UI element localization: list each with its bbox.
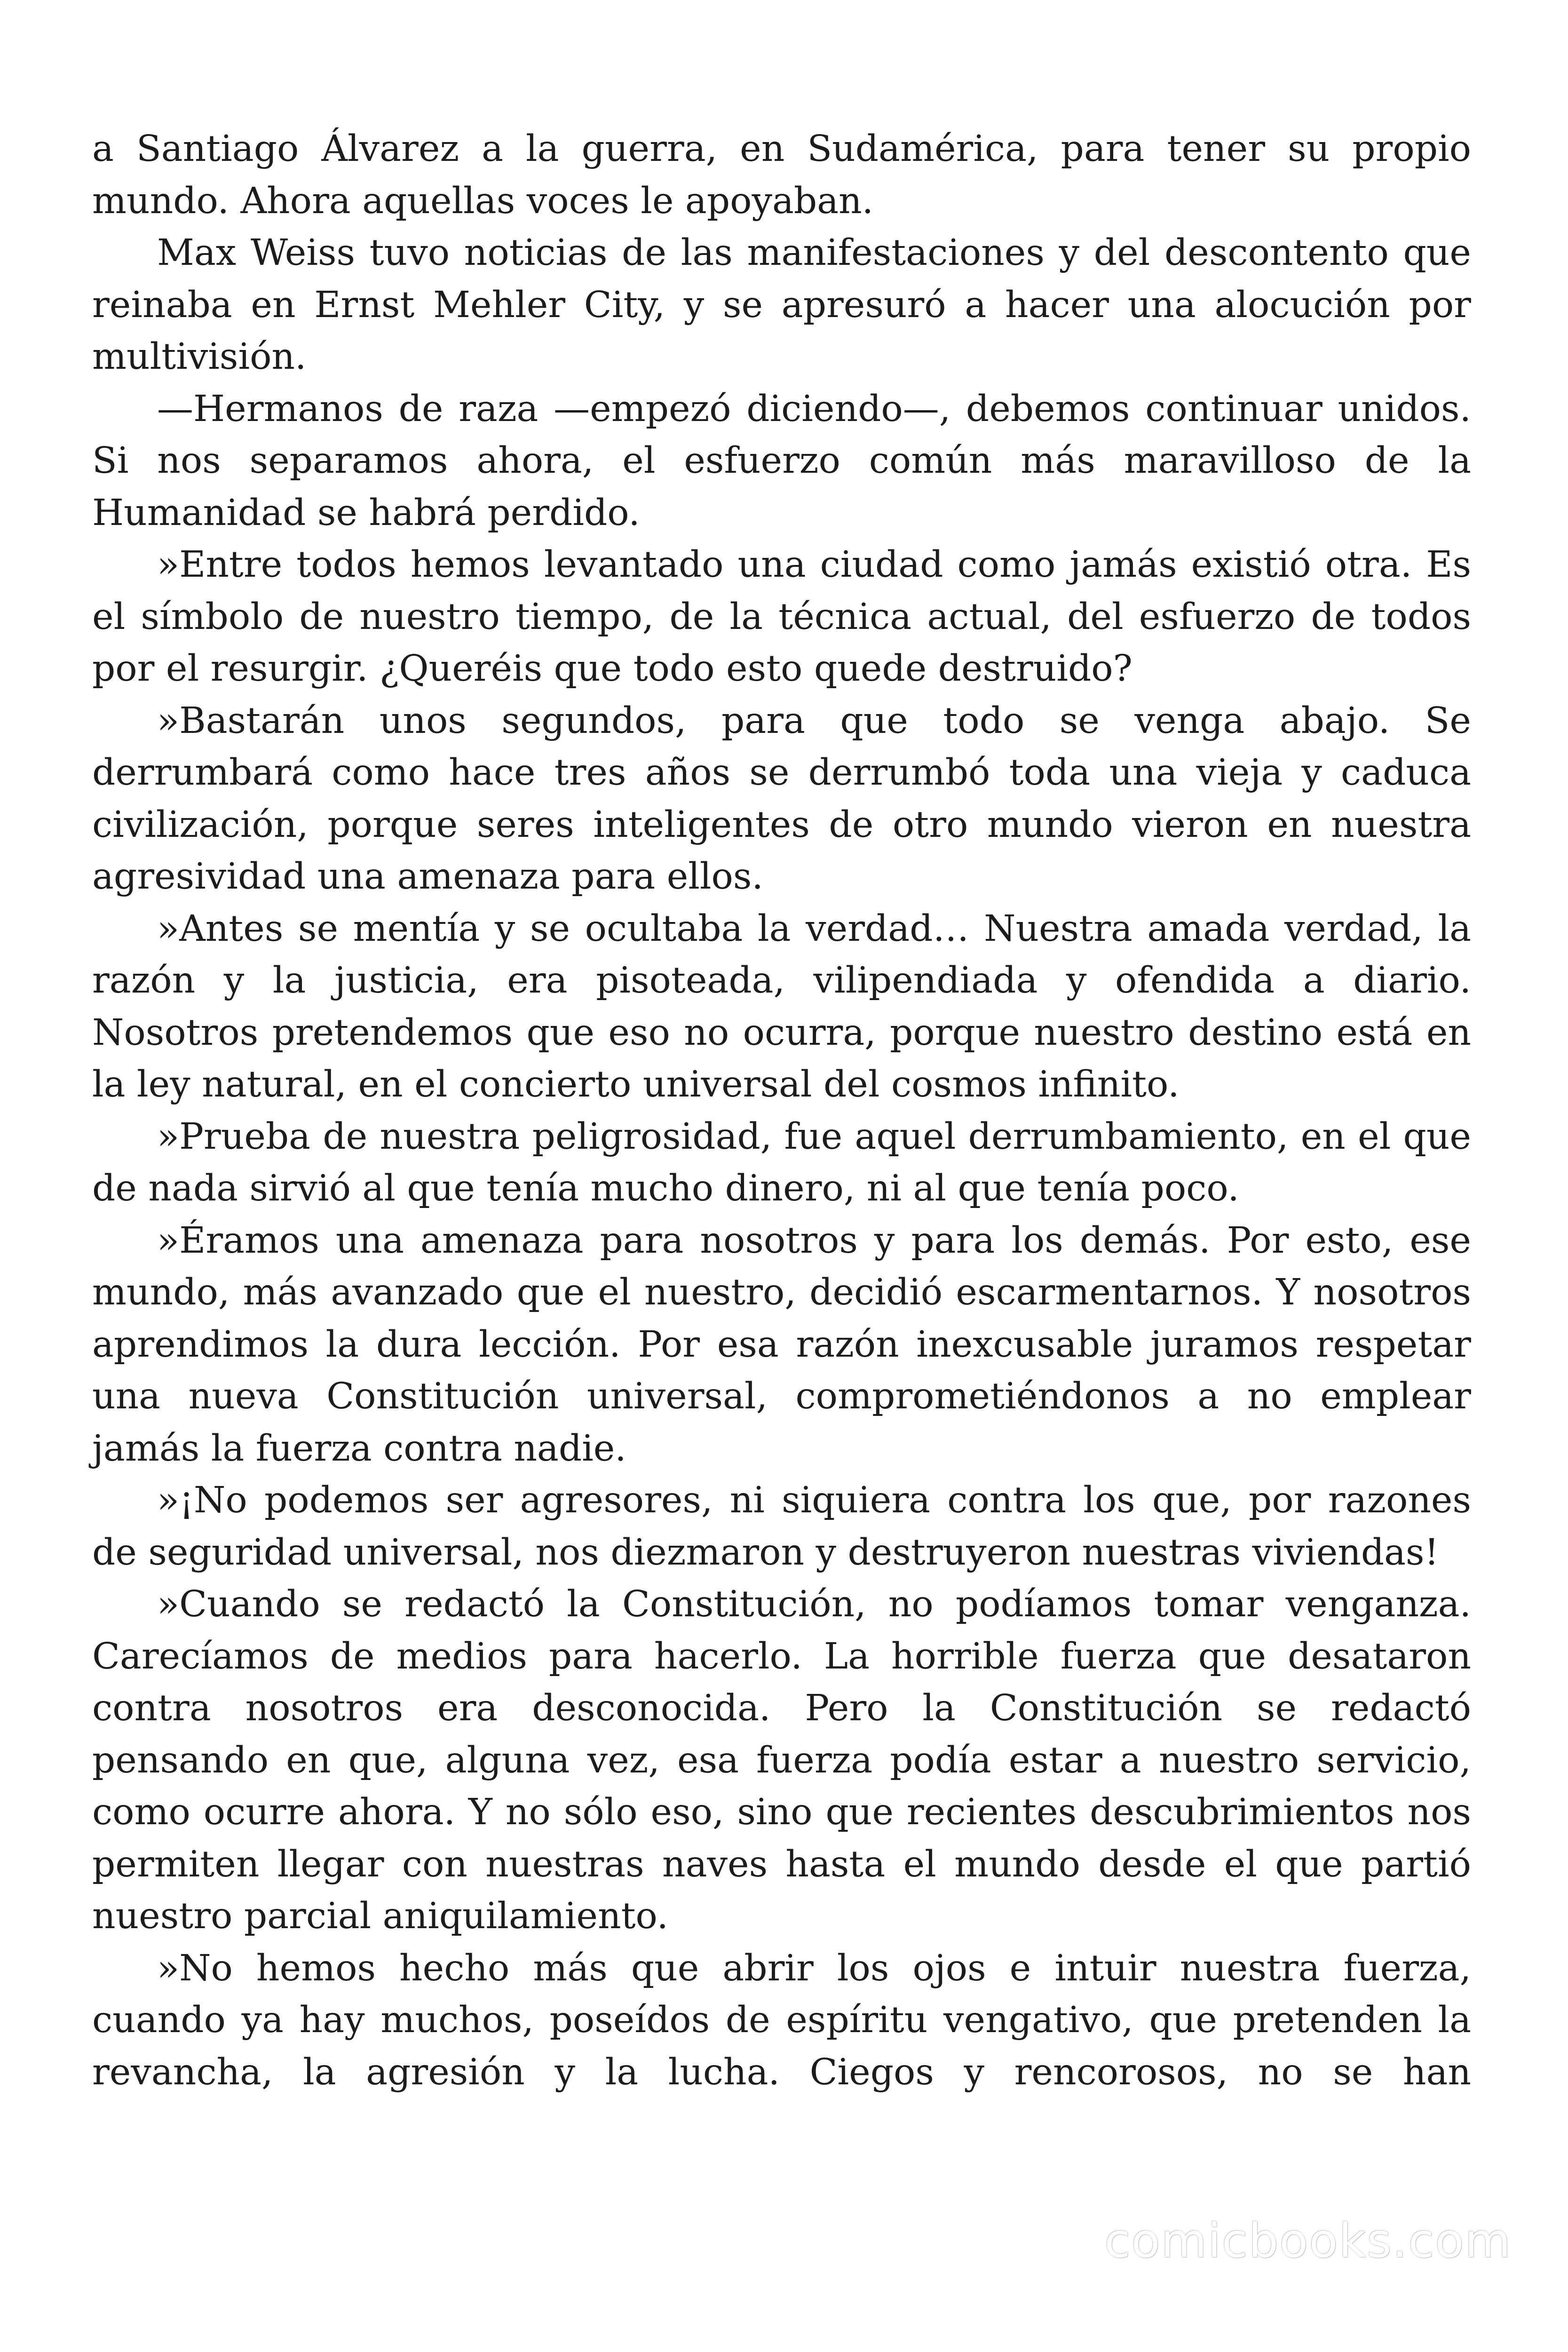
document-page — [92, 123, 1471, 2098]
paragraph-10: »Cuando se redactó la Constitución, no podíamos tomar venganza. Carecíamos de medios para hacerlo. La horrible fuerza que desataron contra nosotros era desconocida. Pero la Constitución se redactó pensando en que, alguna vez, esa fuerza podía estar a nuestro servicio, como ocurre ahora. Y no sólo eso, sino que recientes descubrimientos nos permiten llegar con nuestras naves hasta el mundo desde el que partió nuestro parcial aniquilamiento. — [92, 1583, 1471, 1937]
paragraph-11: »No hemos hecho más que abrir los ojos e intuir nuestra fuerza, cuando ya hay muchos, poseídos de espíritu vengativo, que pretenden la revancha, la agresión y la lucha. Ciegos y rencorosos, no se han — [92, 1947, 1471, 2093]
paragraph-8: »Éramos una amenaza para nosotros y para los demás. Por esto, ese mundo, más avanzado que el nuestro, decidió escarmentarnos. Y nosotros aprendimos la dura lección. Por esa razón inexcusable juramos respetar una nueva Constitución universal, comprometiéndonos a no emplear jamás la fuerza contra nadie. — [92, 1219, 1471, 1470]
paragraph-3: —Hermanos de raza —empezó diciendo—, debemos continuar unidos. Si nos separamos ahora, el esfuerzo común más maravilloso de la Humanidad se habrá perdido. — [92, 388, 1471, 534]
watermark-text: comicbooks.com — [1104, 2213, 1512, 2268]
paragraph-5: »Bastarán unos segundos, para que todo se venga abajo. Se derrumbará como hace tres años se derrumbó toda una vieja y caduca civilización, porque seres inteligentes de otro mundo vieron en nuestra agresividad una amenaza para ellos. — [92, 699, 1471, 898]
paragraph-9: »¡No podemos ser agresores, ni siquiera contra los que, por razones de seguridad universal, nos diezmaron y destruyeron nuestras viviendas! — [92, 1479, 1471, 1573]
paragraph-6: »Antes se mentía y se ocultaba la verdad… Nuestra amada verdad, la razón y la justicia, era pisoteada, vilipendiada y ofendida a diario. Nosotros pretendemos que eso no ocurra, porque nuestro destino está en la ley natural, en el concierto universal del cosmos infinito. — [92, 907, 1471, 1105]
paragraph-7: »Prueba de nuestra peligrosidad, fue aquel derrumbamiento, en el que de nada sirvió al que tenía mucho dinero, ni al que tenía poco. — [92, 1115, 1471, 1209]
paragraph-1: a Santiago Álvarez a la guerra, en Sudamérica, para tener su propio mundo. Ahora aquellas voces le apoyaban. — [92, 128, 1471, 222]
paragraph-2: Max Weiss tuvo noticias de las manifestaciones y del descontento que reinaba en Ernst Mehler City, y se apresuró a hacer una alocución por multivisión. — [92, 232, 1471, 378]
paragraph-4: »Entre todos hemos levantado una ciudad como jamás existió otra. Es el símbolo de nuestro tiempo, de la técnica actual, del esfuerzo de todos por el resurgir. ¿Queréis que todo esto quede destruido? — [92, 544, 1471, 690]
